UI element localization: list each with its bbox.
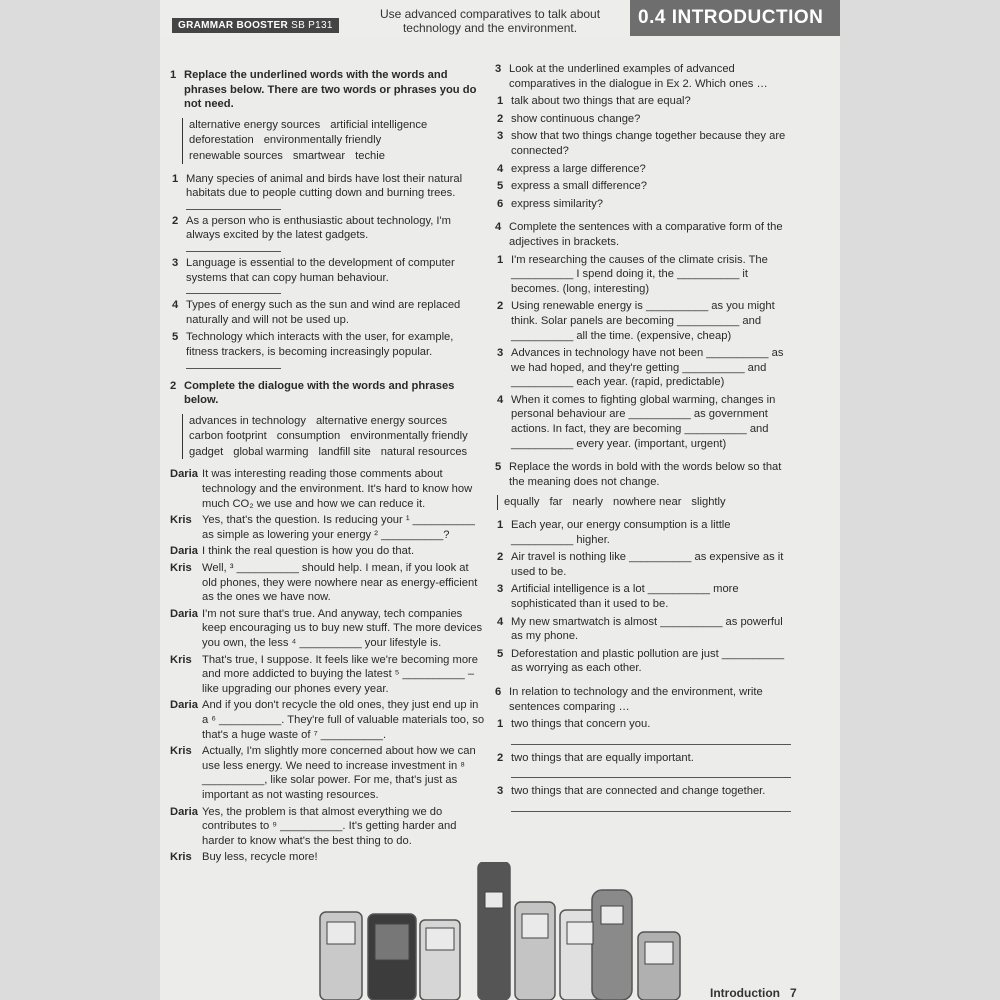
- ex3-item: [495, 197, 795, 212]
- word: environmentally friendly: [350, 430, 468, 443]
- item-number: 1: [497, 718, 504, 731]
- word: advances in technology: [189, 414, 306, 427]
- answer-line[interactable]: [186, 360, 281, 369]
- speaker: Daria: [170, 699, 198, 712]
- item-text: show that two things change together because they are connected?: [511, 130, 786, 157]
- speaker: Daria: [170, 805, 198, 818]
- ex6-item: [495, 717, 795, 732]
- speaker: Daria: [170, 468, 198, 481]
- speaker: Daria: [170, 545, 198, 558]
- word: alternative energy sources: [315, 414, 448, 427]
- item-number: 3: [172, 256, 179, 269]
- line-text: Buy less, recycle more!: [202, 851, 318, 864]
- item-text: express a large difference?: [511, 162, 646, 175]
- lesson-aims: Use advanced comparatives to talk about technology and the environment.: [379, 7, 601, 35]
- ex4-instruction: Complete the sentences with a comparative form of the adjectives in brackets.: [509, 221, 783, 248]
- item-number: 1: [497, 519, 504, 532]
- item-number: 3: [497, 583, 504, 596]
- item-number: 3: [497, 785, 504, 798]
- ex3-item: [495, 179, 795, 194]
- booster-ref: SB P131: [291, 20, 333, 31]
- word: alternative energy sources: [189, 118, 321, 131]
- ex6-instruction: In relation to technology and the environment, write sentences comparing …: [509, 685, 763, 713]
- item-text: two things that concern you.: [511, 718, 651, 731]
- word: slightly: [691, 496, 726, 509]
- item-number: 4: [497, 162, 504, 175]
- line-text: I think the real question is how you do that.: [202, 545, 415, 558]
- ex3-item: [495, 129, 795, 158]
- answer-line[interactable]: [511, 732, 791, 745]
- ex2-instruction: Complete the dialogue with the words and phrases below.: [184, 379, 455, 407]
- ex5-instruction: Replace the words in bold with the words below so that the meaning does not change.: [509, 461, 782, 488]
- item-text: show continuous change?: [511, 112, 641, 125]
- item-number: 5: [497, 647, 504, 660]
- word: carbon footprint: [189, 430, 267, 443]
- word: gadget: [189, 445, 224, 458]
- dialogue-line: [170, 805, 485, 849]
- header-strip: [160, 0, 840, 36]
- left-column: [170, 62, 485, 865]
- item-number: 4: [497, 615, 504, 628]
- line-text: That's true, I suppose. It feels like we're becoming more and more addicted to buying the latest ⁵ __________ – like upgrading our phones every year.: [202, 653, 479, 695]
- line-text: Yes, that's the question. Is reducing your ¹ __________ as simple as lowering your energy ² __________?: [202, 514, 475, 541]
- ex6-number: 6: [495, 685, 502, 698]
- ex2-number: 2: [170, 379, 177, 392]
- ex5-item: [495, 615, 795, 644]
- item-number: 1: [497, 253, 504, 266]
- ex4-item: [495, 299, 795, 343]
- word: nearly: [572, 496, 603, 509]
- ex1-item: [170, 330, 485, 359]
- answer-line[interactable]: [511, 799, 791, 812]
- ex1-heading: [170, 68, 485, 112]
- right-column: [495, 62, 795, 818]
- item-number: 4: [172, 299, 179, 312]
- ex3-item: [495, 112, 795, 127]
- item-number: 5: [497, 180, 504, 193]
- ex5-item: [495, 518, 795, 547]
- booster-text: GRAMMAR BOOSTER: [178, 20, 289, 31]
- ex5-word-box: [497, 495, 795, 510]
- ex6-item: [495, 784, 795, 799]
- item-number: 4: [497, 393, 504, 406]
- item-number: 3: [497, 347, 504, 360]
- item-number: 1: [172, 172, 179, 185]
- ex6-heading: [495, 685, 795, 714]
- item-text: My new smartwatch is almost __________ as powerful as my phone.: [511, 615, 783, 643]
- ex3-number: 3: [495, 63, 502, 75]
- ex5-number: 5: [495, 461, 502, 474]
- item-text: I'm researching the causes of the climate crisis. The __________ I spend doing it, the __________ it becomes. (long, interesting): [511, 253, 768, 295]
- line-text: Yes, the problem is that almost everything we do contributes to ⁹ __________. It's getting harder and harder to know what's the best thing to do.: [202, 805, 457, 847]
- grammar-booster-label: [172, 18, 339, 33]
- word: smartwear: [292, 149, 346, 162]
- old-mobile-phones-photo: [310, 862, 710, 1000]
- textbook-page: [160, 0, 840, 1000]
- word: artificial intelligence: [330, 118, 428, 131]
- dialogue-line: [170, 653, 485, 697]
- ex5-item: [495, 647, 795, 676]
- item-text: talk about two things that are equal?: [511, 95, 691, 108]
- item-text: Air travel is nothing like __________ as expensive as it used to be.: [511, 551, 784, 578]
- item-text: Technology which interacts with the user, for example, fitness trackers, is becoming increasingly popular.: [186, 331, 454, 358]
- speaker: Daria: [170, 607, 198, 620]
- ex4-item: [495, 393, 795, 451]
- answer-line[interactable]: [186, 201, 281, 210]
- answer-line[interactable]: [186, 243, 281, 252]
- answer-line[interactable]: [186, 285, 281, 294]
- item-text: Types of energy such as the sun and wind are replaced naturally and will not be used up.: [186, 299, 461, 326]
- dialogue-line: [170, 607, 485, 651]
- item-text: two things that are connected and change together.: [511, 785, 766, 798]
- item-number: 6: [497, 197, 504, 210]
- item-number: 2: [172, 214, 179, 227]
- item-number: 2: [497, 751, 504, 764]
- speaker: Kris: [170, 745, 192, 758]
- item-text: express similarity?: [511, 197, 604, 210]
- ex4-item: [495, 253, 795, 297]
- word: landfill site: [318, 445, 371, 458]
- ex1-number: 1: [170, 69, 177, 81]
- dialogue-line: [170, 744, 485, 802]
- ex4-heading: [495, 220, 795, 249]
- line-text: Well, ³ __________ should help. I mean, if you look at old phones, they were nowhere near as energy-efficient as the ones we have now.: [202, 562, 478, 604]
- page-number: 7: [789, 986, 797, 1000]
- answer-line[interactable]: [511, 765, 791, 778]
- item-number: 2: [497, 551, 504, 564]
- speaker: Kris: [170, 653, 192, 666]
- word: environmentally friendly: [263, 134, 382, 147]
- ex1-item: [170, 298, 485, 327]
- dialogue-line: [170, 467, 485, 511]
- dialogue-line: [170, 561, 485, 605]
- speaker: Kris: [170, 514, 192, 527]
- item-text: Many species of animal and birds have lost their natural habitats due to people cutting down and burning trees.: [186, 172, 463, 200]
- speaker: Kris: [170, 562, 192, 575]
- dialogue-line: [170, 698, 485, 742]
- item-number: 2: [497, 300, 504, 313]
- ex5-item: [495, 582, 795, 611]
- ex1-instruction: Replace the underlined words with the words and phrases below. There are two words or phrases you do not need.: [184, 69, 477, 111]
- line-text: I'm not sure that's true. And anyway, tech companies keep encouraging us to buy new stuff. The more devices you own, the less ⁴ __________ your lifestyle is.: [202, 607, 483, 649]
- line-text: And if you don't recycle the old ones, they just end up in a ⁶ __________. They're full of valuable materials too, so that's a huge waste of ⁷ __________.: [202, 699, 485, 741]
- ex1-item: [170, 172, 485, 201]
- ex3-instruction: Look at the underlined examples of advanced comparatives in the dialogue in Ex 2. Which ones …: [509, 63, 768, 90]
- word: equally: [504, 496, 540, 509]
- ex5-heading: [495, 460, 795, 489]
- line-text: It was interesting reading those comments about technology and the environment. It's hard to know how much CO₂ we use and how we can reduce it.: [202, 468, 473, 510]
- item-number: 3: [497, 130, 504, 143]
- ex2-heading: [170, 379, 485, 408]
- item-text: When it comes to fighting global warming, changes in personal behaviour are __________ as government actions. In fact, they are becoming __________ and __________ every year. (important, urgent): [511, 393, 776, 450]
- page-footer: [710, 986, 797, 1000]
- item-number: 5: [172, 331, 179, 344]
- ex5-item: [495, 550, 795, 579]
- item-number: 1: [497, 95, 504, 108]
- word: global warming: [233, 445, 309, 458]
- word: renewable sources: [189, 149, 283, 162]
- word: far: [549, 496, 563, 509]
- item-text: two things that are equally important.: [511, 751, 694, 764]
- ex4-number: 4: [495, 221, 502, 234]
- ex3-heading: [495, 62, 795, 91]
- speaker: Kris: [170, 851, 192, 864]
- item-text: Each year, our energy consumption is a little __________ higher.: [511, 519, 731, 546]
- line-text: Actually, I'm slightly more concerned about how we can use less energy. We need to increase investment in ⁸ __________, like solar power. For me, that's just as important as not wasting resources.: [202, 745, 476, 801]
- ex3-item: [495, 162, 795, 177]
- dialogue-line: [170, 544, 485, 559]
- word: natural resources: [380, 445, 468, 458]
- word: nowhere near: [613, 496, 682, 509]
- item-text: Language is essential to the development of computer systems that can copy human behaviour.: [186, 256, 455, 284]
- ex4-item: [495, 346, 795, 390]
- word: techie: [355, 149, 385, 162]
- item-text: As a person who is enthusiastic about technology, I'm always excited by the latest gadgets.: [186, 214, 451, 242]
- item-number: 2: [497, 112, 504, 125]
- item-text: Deforestation and plastic pollution are just __________ as worrying as each other.: [511, 647, 785, 675]
- item-text: Advances in technology have not been __________ as we had hoped, and they're getting __________ and __________ each year. (rapid, predictable): [511, 347, 784, 389]
- item-text: Artificial intelligence is a lot __________ more sophisticated than it used to be.: [511, 583, 739, 610]
- unit-title: 0.4 INTRODUCTION: [630, 0, 840, 36]
- item-text: Using renewable energy is __________ as you might think. Solar panels are becoming __________ and __________ all the time. (expensive, cheap): [511, 300, 775, 342]
- ex3-item: [495, 94, 795, 109]
- ex2-word-box: [182, 414, 485, 460]
- ex6-item: [495, 751, 795, 766]
- ex1-item: [170, 256, 485, 285]
- item-text: express a small difference?: [511, 180, 647, 193]
- footer-section: Introduction: [710, 986, 780, 1000]
- word: deforestation: [189, 134, 254, 147]
- ex1-word-box: [182, 118, 485, 164]
- ex1-item: [170, 214, 485, 243]
- word: consumption: [276, 430, 341, 443]
- dialogue-line: [170, 513, 485, 542]
